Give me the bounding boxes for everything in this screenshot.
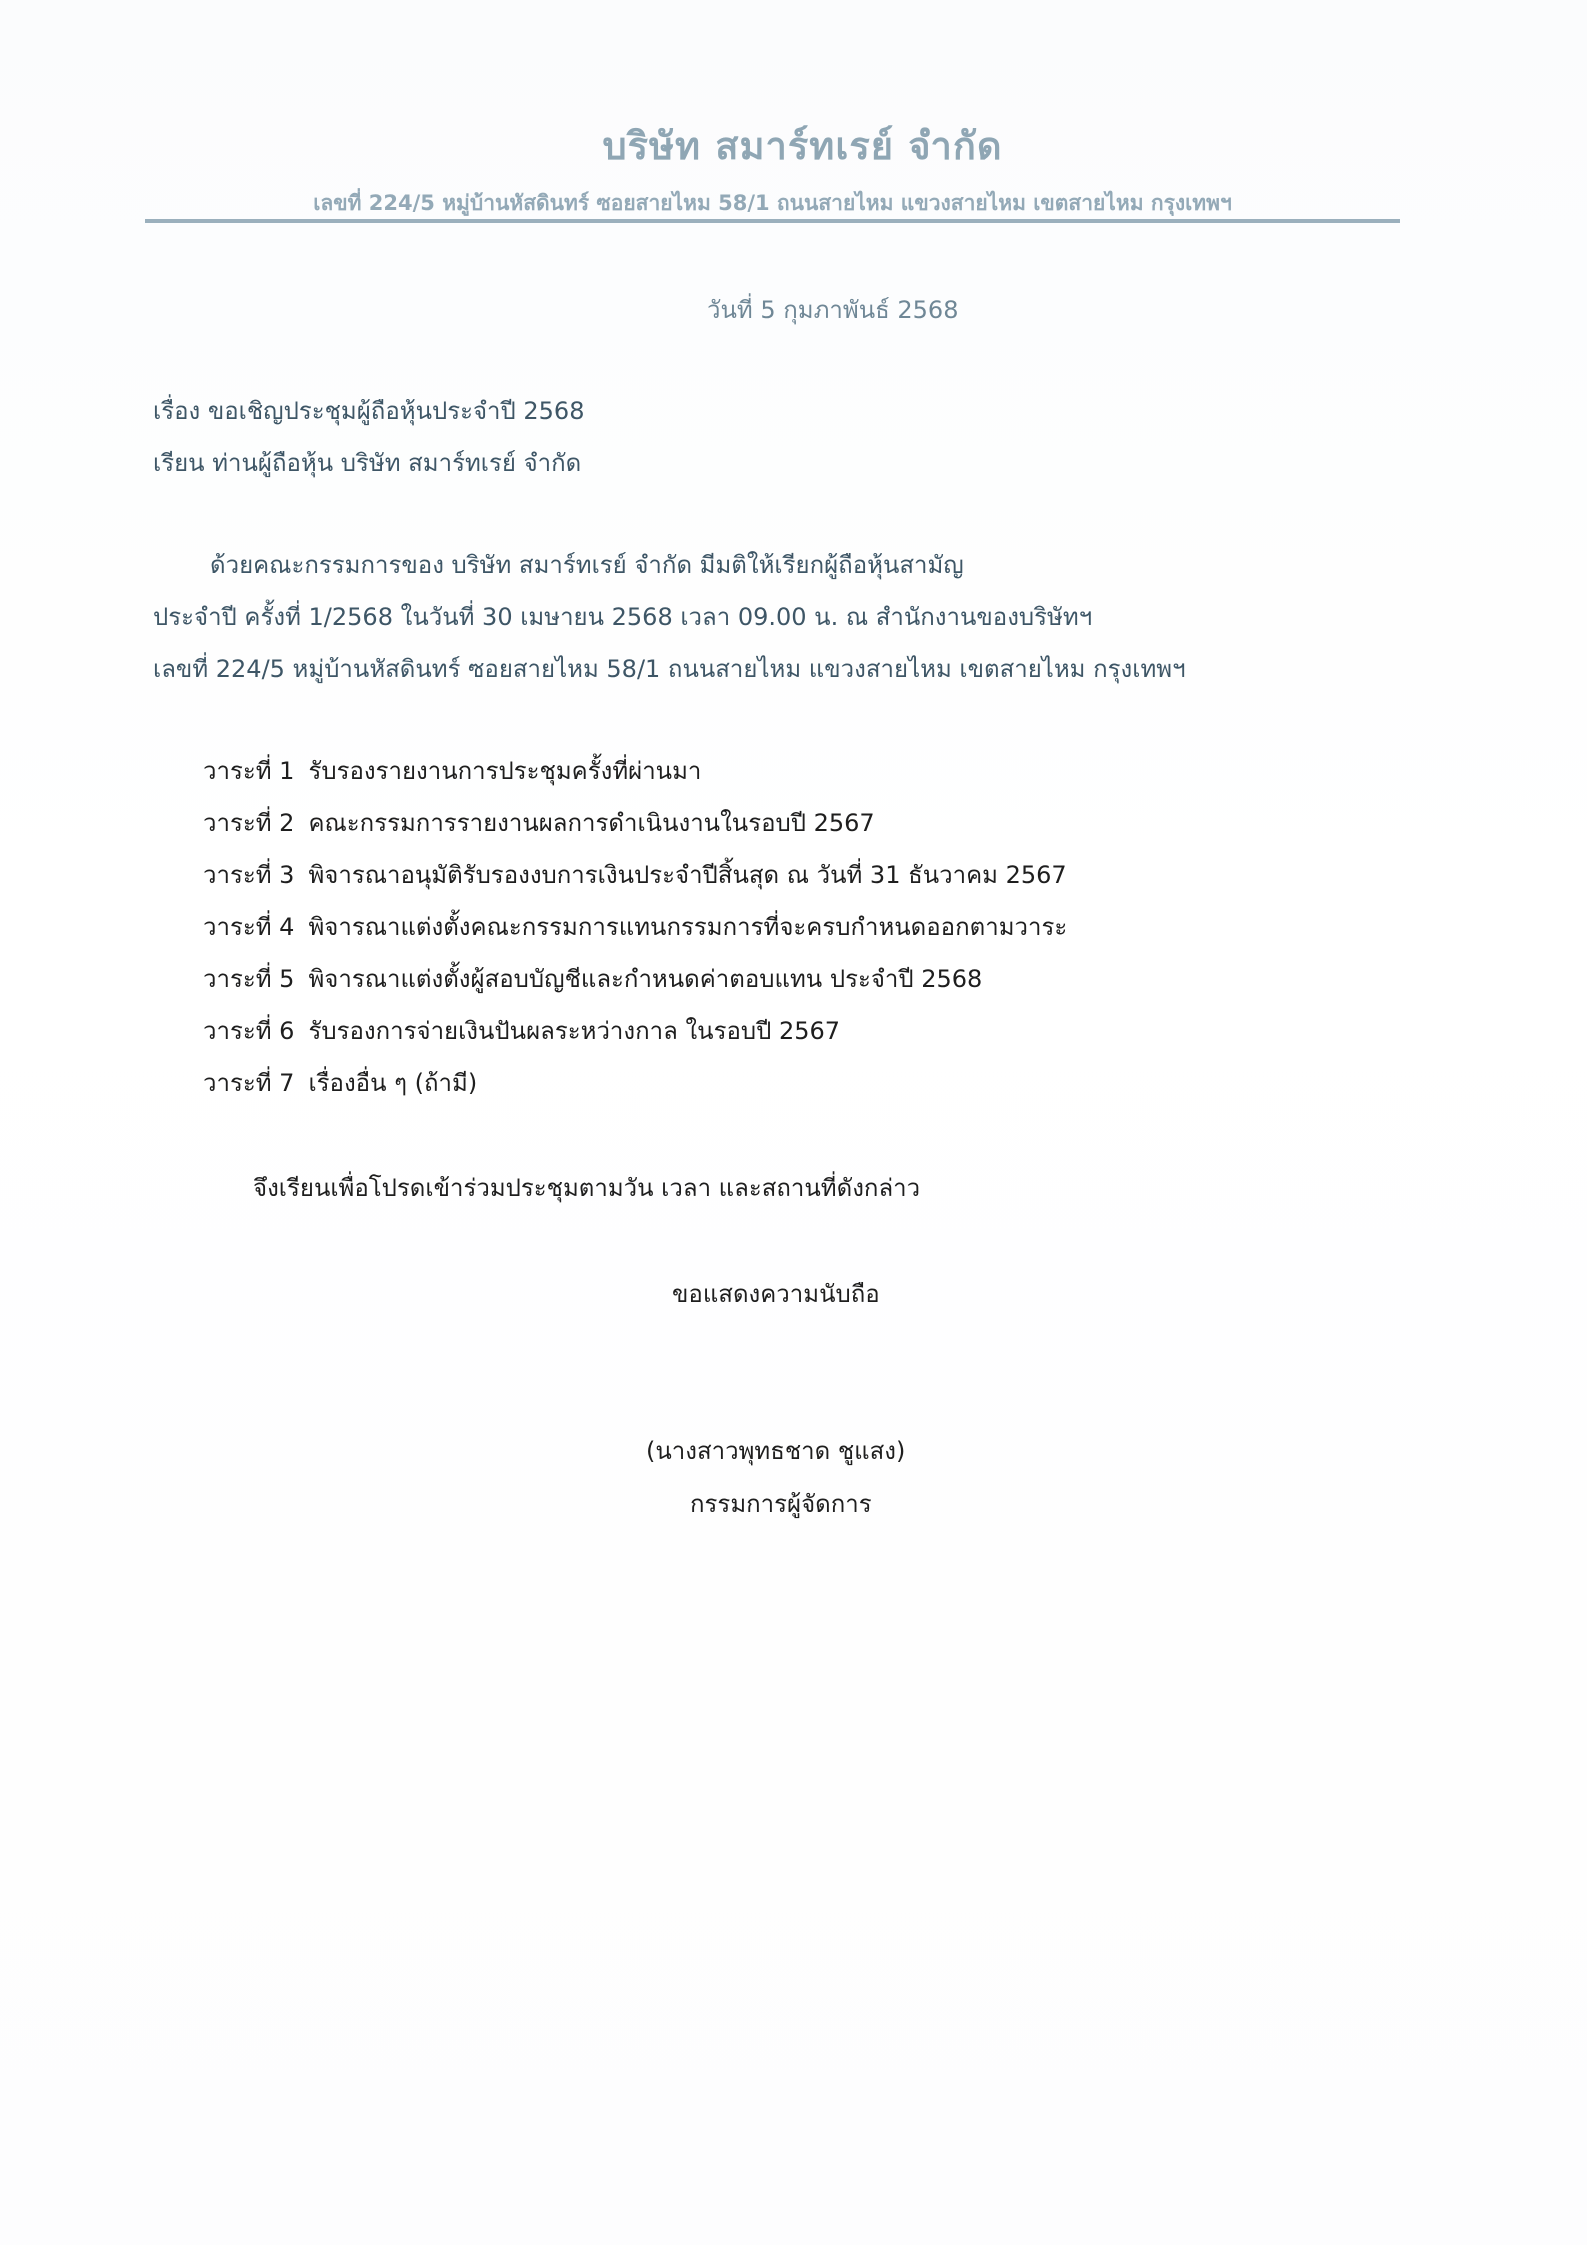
complimentary-close: ขอแสดงความนับถือ [672,1280,880,1308]
agenda-number: วาระที่ 4 [203,913,295,941]
closing-statement: จึงเรียนเพื่อโปรดเข้าร่วมประชุมตามวัน เวลา และสถานที่ดังกล่าว [253,1174,921,1202]
agenda-number: วาระที่ 1 [203,757,295,785]
signer-title: กรรมการผู้จัดการ [690,1490,872,1518]
agenda-text: รับรองการจ่ายเงินปันผลระหว่างกาล ในรอบปี 2567 [308,1017,841,1045]
agenda-number: วาระที่ 5 [203,965,295,993]
company-address: เลขที่ 224/5 หมู่บ้านหัสดินทร์ ซอยสายไหม 58/1 ถนนสายไหม แขวงสายไหม เขตสายไหม กรุงเทพฯ [313,191,1232,215]
agenda-number: วาระที่ 2 [203,809,295,837]
letter-recipient: เรียน ท่านผู้ถือหุ้น บริษัท สมาร์ทเรย์ จำกัด [153,449,582,477]
signer-name: (นางสาวพุทธชาด ชูแสง) [646,1437,906,1465]
agenda-number: วาระที่ 6 [203,1017,295,1045]
company-name: บริษัท สมาร์ทเรย์ จำกัด [602,124,1003,168]
agenda-item [203,755,1067,807]
agenda-text: รับรองรายงานการประชุมครั้งที่ผ่านมา [308,757,702,785]
letterhead-divider [145,219,1400,223]
agenda-text: เรื่องอื่น ๆ (ถ้ามี) [308,1069,478,1097]
agenda-text: พิจารณาอนุมัติรับรองงบการเงินประจำปีสิ้นสุด ณ วันที่ 31 ธันวาคม 2567 [308,861,1067,889]
agenda-item [203,911,1067,963]
agenda-number: วาระที่ 7 [203,1069,295,1097]
agenda-list [203,755,1067,1119]
letterhead [145,118,1400,220]
agenda-item [203,859,1067,911]
intro-line-3: เลขที่ 224/5 หมู่บ้านหัสดินทร์ ซอยสายไหม 58/1 ถนนสายไหม แขวงสายไหม เขตสายไหม กรุงเทพฯ [153,655,1186,683]
agenda-item [203,1067,1067,1119]
intro-line-2: ประจำปี ครั้งที่ 1/2568 ในวันที่ 30 เมษายน 2568 เวลา 09.00 น. ณ สำนักงานของบริษัทฯ [153,603,1093,631]
letter-subject: เรื่อง ขอเชิญประชุมผู้ถือหุ้นประจำปี 2568 [153,397,585,425]
letter-date: วันที่ 5 กุมภาพันธ์ 2568 [707,296,959,324]
agenda-item [203,963,1067,1015]
agenda-text: พิจารณาแต่งตั้งผู้สอบบัญชีและกำหนดค่าตอบแทน ประจำปี 2568 [308,965,983,993]
agenda-text: คณะกรรมการรายงานผลการดำเนินงานในรอบปี 2567 [308,809,875,837]
agenda-text: พิจารณาแต่งตั้งคณะกรรมการแทนกรรมการที่จะครบกำหนดออกตามวาระ [308,913,1068,941]
intro-line-1: ด้วยคณะกรรมการของ บริษัท สมาร์ทเรย์ จำกัด มีมติให้เรียกผู้ถือหุ้นสามัญ [210,551,964,579]
agenda-item [203,1015,1067,1067]
agenda-number: วาระที่ 3 [203,861,295,889]
agenda-item [203,807,1067,859]
